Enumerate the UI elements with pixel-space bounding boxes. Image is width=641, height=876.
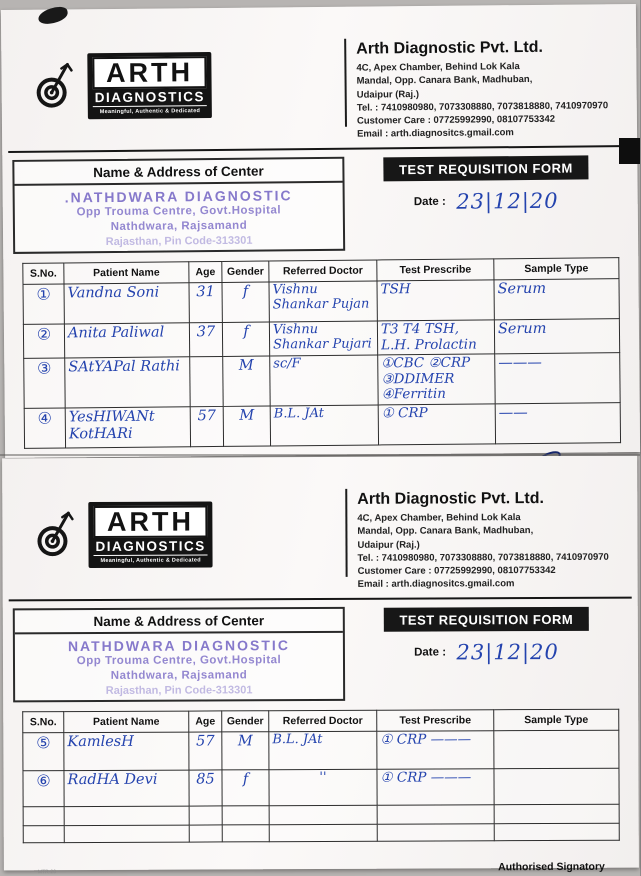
cell-test-prescribe <box>377 824 494 842</box>
cell-gender: f <box>222 322 269 356</box>
cell-sample-type: ——— <box>495 353 620 404</box>
cell-sample-type <box>494 730 619 769</box>
table-row <box>23 768 619 807</box>
cell-test-prescribe <box>377 805 494 825</box>
cell-patient-name: SAtYAPal Rathi <box>65 357 190 408</box>
cell-gender: f <box>222 770 269 806</box>
col-patient-name: Patient Name <box>64 262 189 284</box>
company-address-line1: 4C, Apex Chamber, Behind Lok Kala <box>356 61 520 74</box>
date-value-handwritten: 23|12|20 <box>456 639 559 665</box>
form1-company-info <box>346 36 633 142</box>
form2-footer <box>4 841 639 876</box>
authorised-signatory-label: Authorised Signatory <box>498 860 605 874</box>
table-row <box>24 403 620 449</box>
cell-test-prescribe: T3 T4 TSH, L.H. Prolactin <box>377 320 494 355</box>
stamp-center-name: NATHDWARA DIAGNOSTIC <box>67 636 290 654</box>
cell-gender <box>222 806 269 825</box>
col-referred-doctor: Referred Doctor <box>269 710 377 731</box>
cell-referred-doctor <box>269 805 377 824</box>
table-row <box>23 804 619 826</box>
date-label: Date : <box>414 646 447 659</box>
company-name: Arth Diagnostic Pvt. Ltd. <box>357 490 544 508</box>
date-value-handwritten: 23|12|20 <box>456 188 559 214</box>
logo-tagline: Meaningful, Authentic & Dedicated <box>99 107 201 115</box>
logo-tagline: Meaningful, Authentic & Dedicated <box>100 557 201 564</box>
form-print-code: MTR-20 <box>37 869 56 876</box>
cell-age: 85 <box>189 770 222 806</box>
cell-sno: ③ <box>24 358 65 408</box>
table-row <box>23 823 619 843</box>
stamp-address-line2: Nathdwara, Rajsamand <box>110 669 248 683</box>
dartboard-logo-icon <box>31 58 78 115</box>
cell-sample-type: Serum <box>494 279 619 320</box>
company-tel: Tel. : 7410980980, 7073308880, 7073818880, 7410970970 <box>357 551 609 564</box>
center-box-title: Name & Address of Center <box>15 609 343 634</box>
table-row <box>23 319 619 359</box>
cell-test-prescribe: ① CRP ——— <box>377 769 494 806</box>
company-address-line3: Udaipur (Raj.) <box>357 539 420 551</box>
cell-sno <box>23 807 64 826</box>
logo-name: ARTH <box>93 506 207 538</box>
form1-mid-band <box>2 154 638 254</box>
form1-patient-table <box>22 257 621 449</box>
col-sample-type: Sample Type <box>494 709 619 731</box>
col-gender: Gender <box>222 261 269 282</box>
cell-sno: ① <box>23 284 64 324</box>
cell-referred-doctor: B.L. JAt <box>269 731 377 769</box>
center-address-box <box>12 157 345 254</box>
company-address-line3: Udaipur (Raj.) <box>356 88 420 101</box>
logo-subtitle: DIAGNOSTICS <box>93 88 207 107</box>
cell-patient-name: Vandna Soni <box>64 283 189 324</box>
stamp-address-line3: Rajasthan, Pin Code-313301 <box>105 684 253 697</box>
cell-referred-doctor <box>269 824 377 841</box>
form2-header <box>2 456 638 598</box>
stamp-center-name: .NATHDWARA DIAGNOSTIC <box>64 187 293 206</box>
col-test-prescribe: Test Prescribe <box>377 259 494 281</box>
company-name: Arth Diagnostic Pvt. Ltd. <box>356 38 544 58</box>
date-row <box>345 639 628 664</box>
company-address-line2: Mandal, Opp. Canara Bank, Madhuban, <box>357 525 534 538</box>
col-gender: Gender <box>222 711 269 732</box>
col-sno: S.No. <box>23 712 64 733</box>
cell-gender: M <box>223 406 270 446</box>
cell-sample-type: Serum <box>494 319 619 354</box>
cell-gender: M <box>222 732 269 770</box>
cell-age: 57 <box>190 406 223 446</box>
cell-age <box>189 806 222 825</box>
cell-sample-type <box>494 823 619 841</box>
cell-sample-type <box>494 768 619 805</box>
cell-sample-type <box>494 804 619 824</box>
cell-age <box>190 356 223 406</box>
cell-age: 37 <box>189 322 222 356</box>
col-patient-name: Patient Name <box>64 711 189 733</box>
col-referred-doctor: Referred Doctor <box>269 260 377 282</box>
col-sno: S.No. <box>23 263 64 284</box>
cell-sample-type: —— <box>495 403 620 444</box>
form2-logo <box>2 489 347 579</box>
table-row <box>23 279 619 325</box>
scan-artifact-edge-mark <box>619 138 640 164</box>
requisition-form-page-2 <box>2 456 639 876</box>
center-stamp <box>15 633 343 701</box>
form1-header <box>1 4 637 149</box>
stamp-address-line2: Nathdwara, Rajsamand <box>110 220 248 234</box>
cell-patient-name <box>64 806 189 826</box>
cell-referred-doctor: '' <box>269 769 377 805</box>
form1-logo <box>1 39 347 130</box>
company-customer-care: Customer Care : 07725992990, 08107753342 <box>356 113 556 127</box>
date-label: Date : <box>413 195 446 208</box>
cell-sno: ② <box>23 324 64 358</box>
form2-mid-band <box>3 605 638 702</box>
cell-age <box>189 825 222 842</box>
form2-title-area <box>345 605 628 700</box>
cell-referred-doctor: Vishnu Shankar Pujari <box>269 321 377 356</box>
col-age: Age <box>189 261 222 282</box>
stamp-address-line1: Opp Trouma Centre, Govt.Hospital <box>76 653 282 667</box>
cell-patient-name: KamlesH <box>64 732 189 771</box>
logo-box <box>88 502 213 568</box>
logo-box <box>87 52 212 119</box>
cell-test-prescribe: ①CBC ②CRP ③DDIMER ④Ferritin <box>378 354 495 405</box>
cell-sno: ⑤ <box>23 733 64 771</box>
cell-sno: ⑥ <box>23 771 64 807</box>
col-sample-type: Sample Type <box>494 258 619 280</box>
date-row <box>345 188 628 215</box>
form1-title-area <box>344 154 628 251</box>
table-row <box>23 730 619 771</box>
cell-patient-name: RadHA Devi <box>64 770 189 807</box>
cell-gender <box>222 825 269 842</box>
stamp-address-line3: Rajasthan, Pin Code-313301 <box>105 234 253 248</box>
form-title: TEST REQUISITION FORM <box>383 155 589 181</box>
cell-patient-name <box>64 825 189 843</box>
cell-test-prescribe: TSH <box>377 280 494 321</box>
form2-patient-table <box>22 709 620 844</box>
logo-name: ARTH <box>92 56 207 89</box>
logo-subtitle: DIAGNOSTICS <box>93 538 207 556</box>
form-title: TEST REQUISITION FORM <box>383 607 589 632</box>
center-box-title: Name & Address of Center <box>14 159 342 186</box>
cell-test-prescribe: ① CRP <box>378 404 495 445</box>
page-separation-shadow <box>0 454 640 456</box>
cell-referred-doctor: sc/F <box>270 355 378 406</box>
company-address-line1: 4C, Apex Chamber, Behind Lok Kala <box>357 512 521 524</box>
col-age: Age <box>189 711 222 732</box>
cell-age: 31 <box>189 282 222 322</box>
col-test-prescribe: Test Prescribe <box>377 710 494 732</box>
center-stamp <box>15 183 344 252</box>
cell-sno: ④ <box>24 408 65 448</box>
center-address-box <box>13 607 345 703</box>
cell-referred-doctor: B.L. JAt <box>270 405 378 446</box>
cell-patient-name: YesHIWANt KotHARi <box>65 407 190 448</box>
cell-test-prescribe: ① CRP ——— <box>377 731 494 770</box>
cell-gender: M <box>223 356 270 406</box>
table-row <box>24 353 620 409</box>
company-address-line2: Mandal, Opp. Canara Bank, Madhuban, <box>356 74 533 87</box>
company-tel: Tel. : 7410980980, 7073308880, 7073818880, 7410970970 <box>356 100 609 114</box>
dartboard-logo-icon <box>32 507 78 564</box>
company-email: Email : arth.diagnositcs.gmail.com <box>357 578 515 591</box>
cell-sno <box>23 826 64 843</box>
stamp-address-line1: Opp Trouma Centre, Govt.Hospital <box>76 204 282 219</box>
table-header-row <box>23 709 619 733</box>
cell-patient-name: Anita Paliwal <box>64 323 189 358</box>
header-divider <box>9 596 632 601</box>
requisition-form-page-1 <box>1 4 640 458</box>
company-email: Email : arth.diagnositcs.gmail.com <box>357 127 514 141</box>
company-customer-care: Customer Care : 07725992990, 08107753342 <box>357 565 556 578</box>
form2-company-info <box>347 488 633 592</box>
cell-referred-doctor: Vishnu Shankar Pujan <box>269 281 377 322</box>
cell-age: 57 <box>189 732 222 770</box>
cell-gender: f <box>222 282 269 322</box>
